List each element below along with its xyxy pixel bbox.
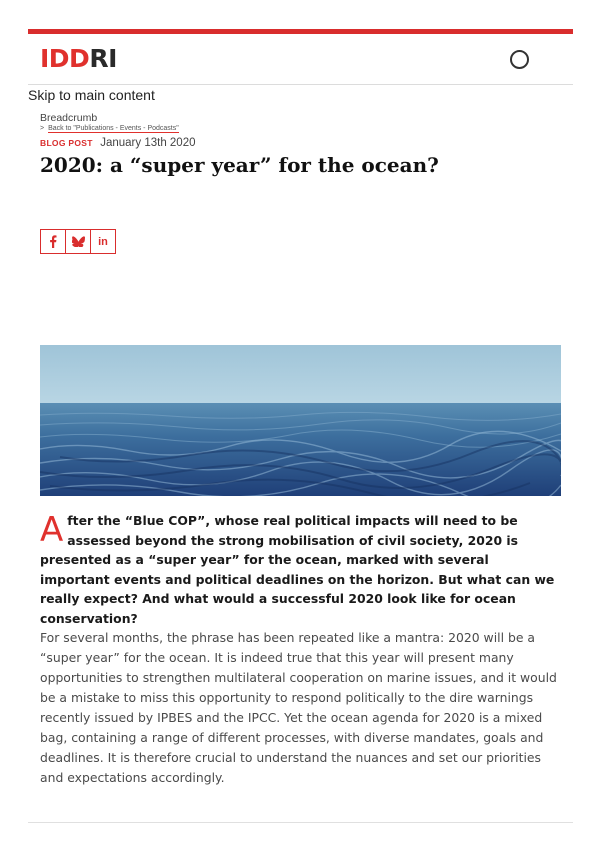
site-logo[interactable]	[40, 46, 117, 72]
site-header	[28, 34, 573, 85]
breadcrumb-item	[40, 124, 179, 133]
share-buttons	[40, 229, 115, 254]
article-body-paragraph: For several months, the phrase has been repeated like a mantra: 2020 will be a “super year” for the ocean. It is indeed true that this year will present many opportunities to strengthen multilateral cooperation on marine issues, and it would be a mistake to miss this opportunity to respond politically to the dire warnings recently issued by IPBES and the IPCC. Yet the ocean agenda for 2020 is a mixed bag, containing a range of different processes, with diverse mandates, goals and deadlines. It is therefore crucial to understand the nuances and set our priorities and expectations accordingly.	[40, 630, 557, 785]
bluesky-icon	[72, 236, 85, 247]
hero-image-ocean	[40, 345, 561, 496]
breadcrumb-label: Breadcrumb	[40, 112, 98, 124]
breadcrumb-back-link[interactable]: Back to "Publications - Events - Podcasts"	[48, 125, 179, 132]
article-meta	[40, 133, 196, 151]
share-bluesky-button[interactable]	[65, 229, 91, 254]
article-type-badge: BLOG POST	[40, 138, 93, 148]
linkedin-icon: in	[98, 235, 108, 248]
breadcrumb	[40, 112, 179, 133]
article-lead	[40, 511, 562, 628]
lead-dropcap: A	[40, 510, 64, 550]
skip-to-content-link[interactable]: Skip to main content	[28, 87, 155, 103]
search-icon[interactable]	[510, 50, 529, 69]
share-linkedin-button[interactable]	[90, 229, 116, 254]
facebook-icon	[49, 235, 57, 248]
logo-part-dark: RI	[89, 44, 117, 73]
article-date: January 13th 2020	[100, 137, 196, 149]
divider	[28, 822, 573, 823]
share-facebook-button[interactable]	[40, 229, 66, 254]
lead-text: fter the “Blue COP”, whose real political impacts will need to be assessed beyond the strong mobilisation of civil society, 2020 is presented as a “super year” for the ocean, marked with several important events and political deadlines on the horizon. But what can we really expect? And what would a successful 2020 look like for ocean conservation?	[40, 513, 555, 626]
logo-part-red: IDD	[40, 44, 90, 73]
page-title: 2020: a “super year” for the ocean?	[40, 153, 439, 177]
chevron-right-icon: >	[40, 125, 45, 132]
